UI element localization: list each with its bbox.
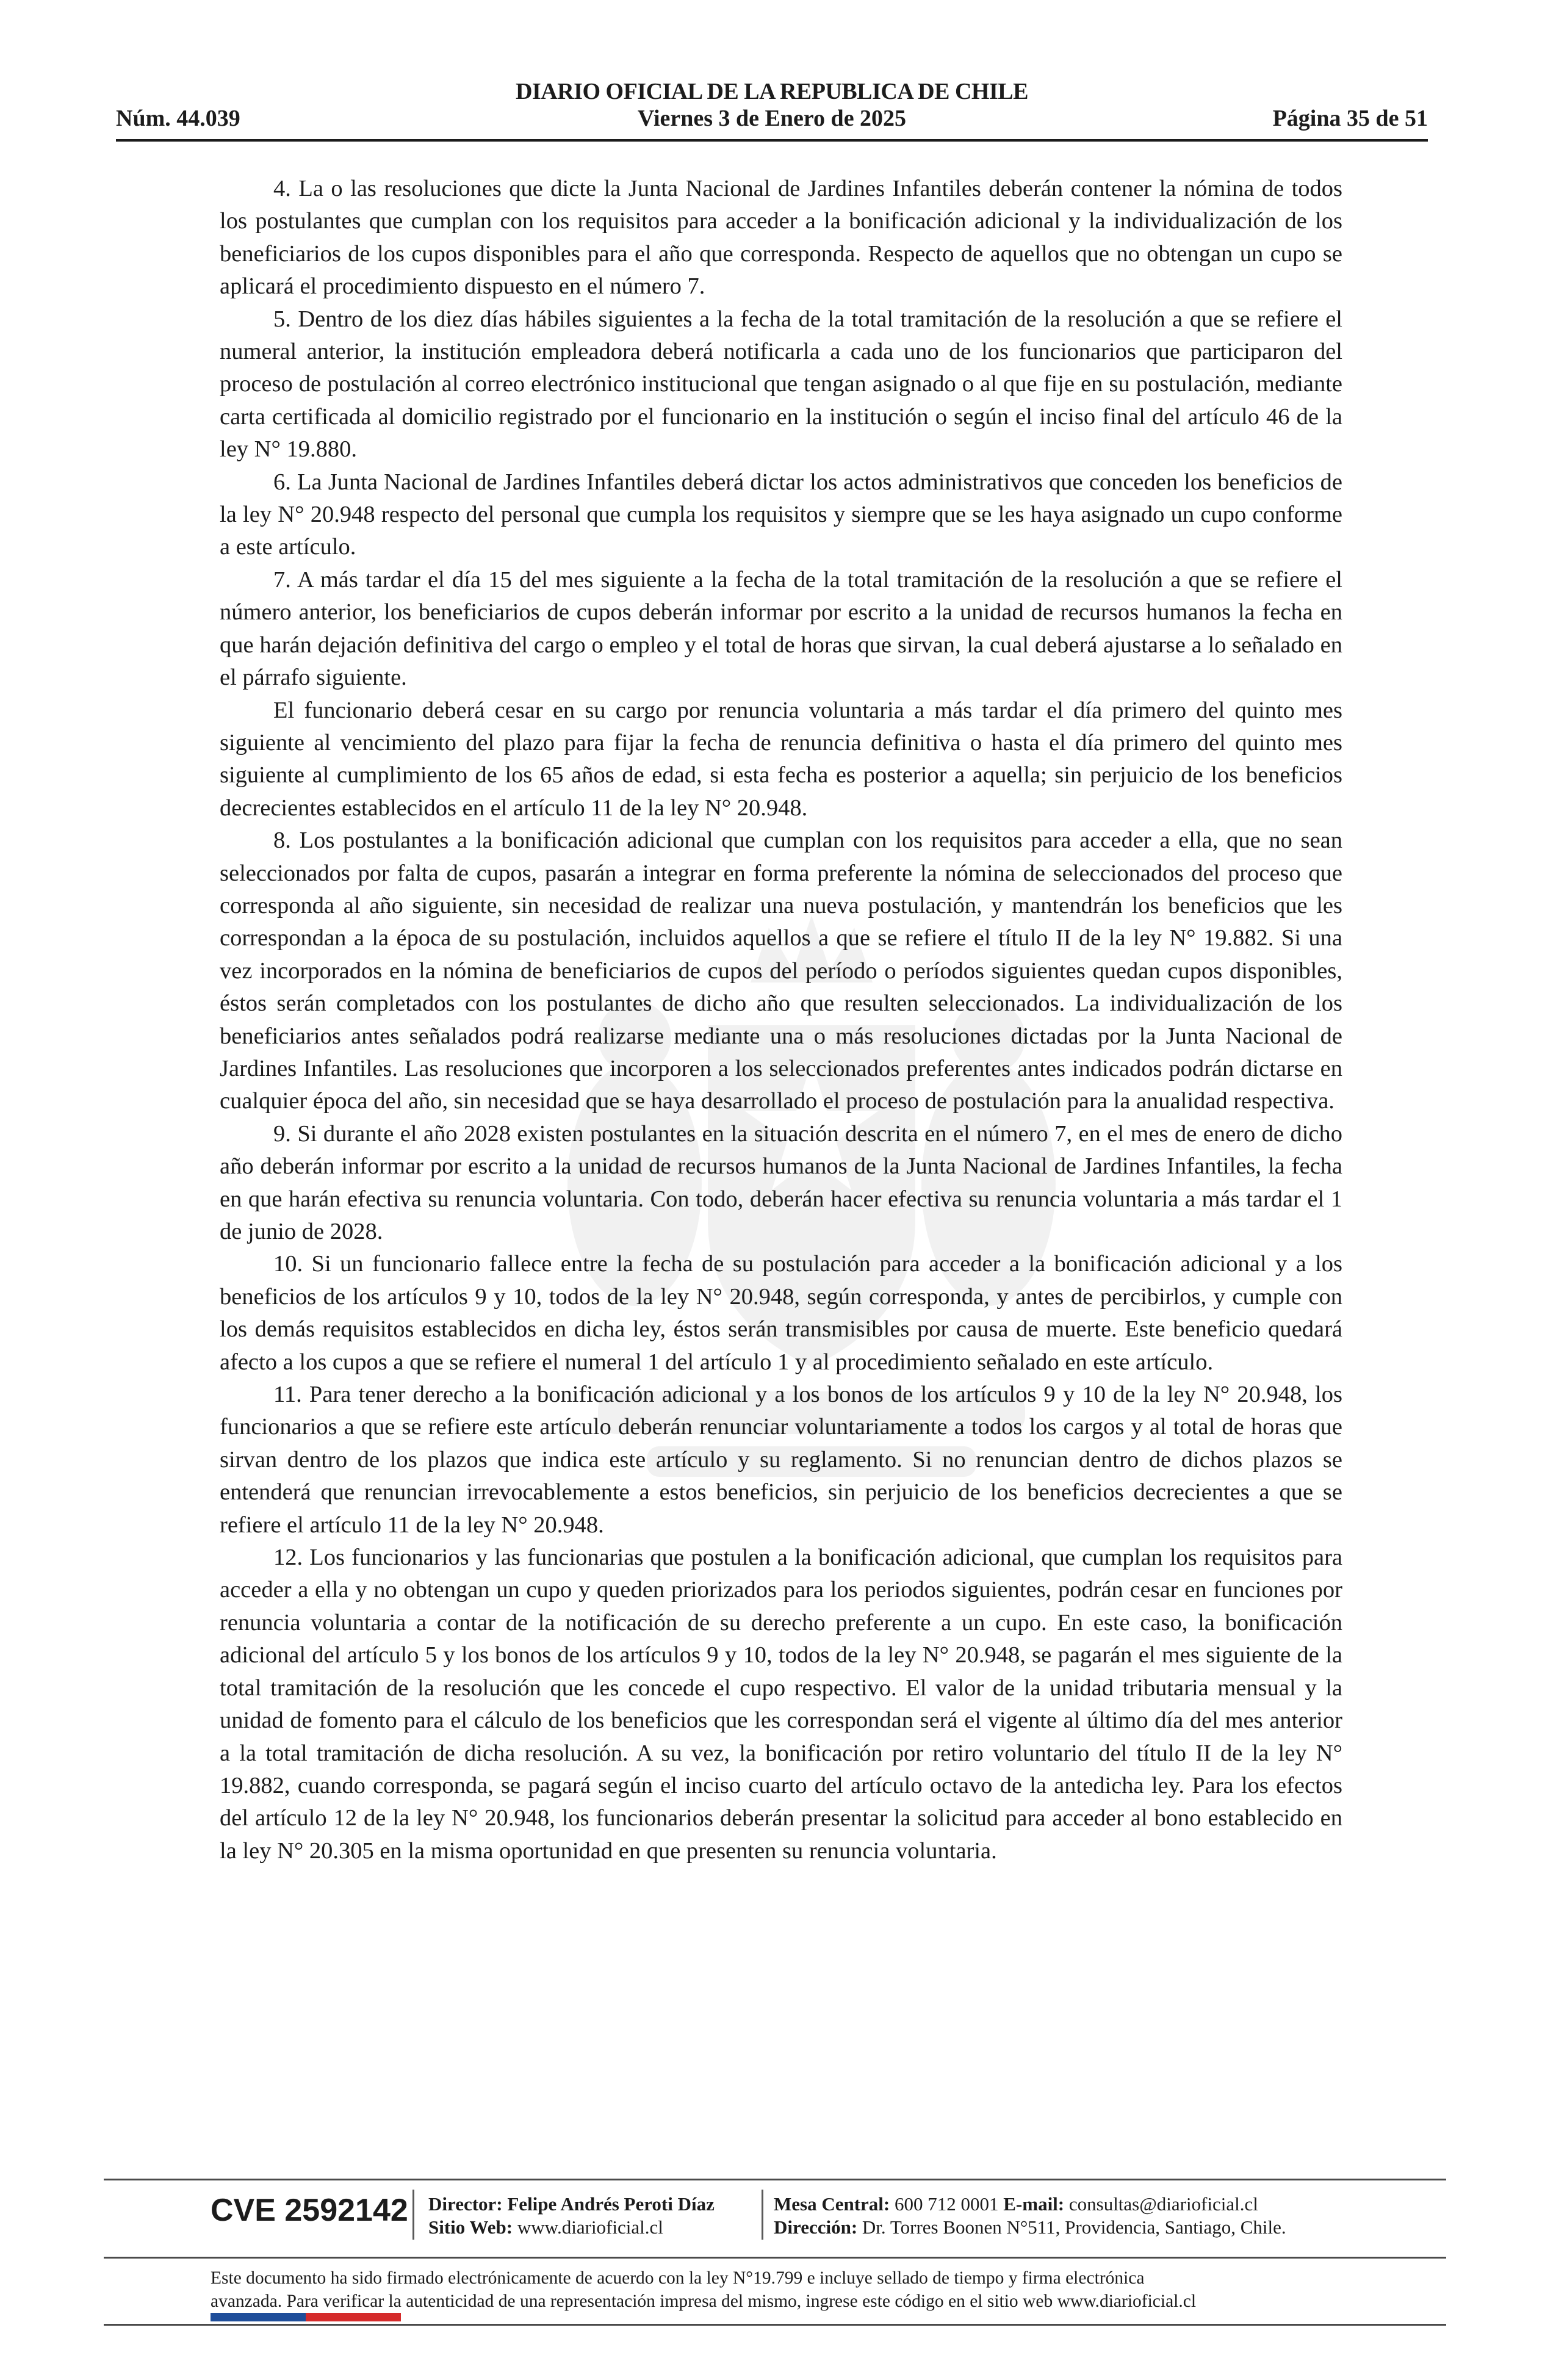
address-line [774, 2216, 1286, 2239]
paragraph-item-7: 7. A más tardar el día 15 del mes siguiente a la fecha de la total tramitación de la resolución a que se refiere el número anterior, los beneficiarios de cupos deberán informar por escrito a la unidad de recursos humanos la fecha en que harán dejación definitiva del cargo o empleo y el total de horas que sirvan, la cual deberá ajustarse a lo señalado en el párrafo siguiente. [220, 566, 1342, 691]
journal-title: DIARIO OFICIAL DE LA REPUBLICA DE CHILE [516, 79, 1028, 104]
flag-red-segment [306, 2313, 401, 2321]
address-label: Dirección: [774, 2216, 858, 2238]
contact-line [774, 2193, 1286, 2216]
director-line [428, 2193, 715, 2216]
paragraph-item-4: 4. La o las resoluciones que dicte la Junta Nacional de Jardines Infantiles deberán contener la nómina de todos los postulantes que cumplan con los requisitos para acceder a la bonificación adicional y la individualización de los beneficiarios de los cupos disponibles para el año que corresponda. Respecto de aquellos que no obtengan un cupo se aplicará el procedimiento dispuesto en el número 7. [220, 176, 1342, 300]
footer-divider-top [104, 2179, 1446, 2180]
footer-publisher-info [428, 2193, 715, 2239]
legal-notice-line: avanzada. Para verificar la autenticidad de una representación impresa del mismo, ingrese este código en el sitio web www.diarioficial.cl [211, 2292, 1197, 2311]
paragraph-item-7-continued: El funcionario deberá cesar en su cargo por renuncia voluntaria a más tardar el día primero del quinto mes siguiente al vencimiento del plazo para fijar la fecha de renuncia definitiva o hasta el día primero del quinto mes siguiente al cumplimiento de los 65 años de edad, si esta fecha es posterior a aquella; sin perjuicio de los beneficios decrecientes establecidos en el artículo 11 de la ley N° 20.948. [220, 697, 1342, 821]
footer-separator [412, 2190, 414, 2240]
page-header [116, 78, 1428, 144]
footer-divider-middle [104, 2257, 1446, 2259]
issue-date: Viernes 3 de Enero de 2025 [637, 106, 907, 131]
flag-blue-segment [211, 2313, 306, 2321]
director-label: Director: [428, 2193, 503, 2215]
phone-label: Mesa Central: [774, 2193, 890, 2215]
cve-code: CVE 2592142 [211, 2193, 408, 2228]
page-number: Página 35 de 51 [1272, 106, 1428, 131]
paragraph-item-8: 8. Los postulantes a la bonificación adicional que cumplan con los requisitos para acceder a ella, que no sean seleccionados por falta de cupos, pasarán a integrar en forma preferente la nómina de seleccionados del proceso que corresponda al año siguiente, sin necesidad de realizar una nueva postulación, y mantendrán los beneficios que les correspondan a la época de su postulación, incluidos aquellos a que se refiere el título II de la ley N° 19.882. Si una vez incorporados en la nómina de beneficiarios de cupos del período o períodos siguientes quedan cupos disponibles, éstos serán completados con los postulantes de dicho año que resulten seleccionados. La individualización de los beneficiarios antes señalados podrá realizarse mediante una o más resoluciones dictadas por la Junta Nacional de Jardines Infantiles. Las resoluciones que incorporen a los seleccionados preferentes antes indicados podrán dictarse en cualquier época del año, sin necesidad que se haya desarrollado el proceso de postulación para la anualidad respectiva. [220, 828, 1342, 1114]
footer-contact-info [774, 2193, 1286, 2239]
footer-separator [762, 2190, 763, 2240]
director-name: Felipe Andrés Peroti Díaz [507, 2193, 715, 2215]
paragraph-item-5: 5. Dentro de los diez días hábiles siguientes a la fecha de la total tramitación de la resolución a que se refiere el numeral anterior, la institución empleadora deberá notificarla a cada uno de los funcionarios que participaron del proceso de postulación al correo electrónico institucional que tengan asignado o al que fije en su postulación, mediante carta certificada al domicilio registrado por el funcionario en la institución o según el inciso final del artículo 46 de la ley N° 19.880. [220, 306, 1342, 463]
phone-value: 600 712 0001 [895, 2193, 999, 2215]
footer-divider-bottom [104, 2324, 1446, 2326]
paragraph-item-11: 11. Para tener derecho a la bonificación adicional y a los bonos de los artículos 9 y 10 de la ley N° 20.948, los funcionarios a que se refiere este artículo deberán renunciar voluntariamente a todos los cargos y al total de horas que sirvan dentro de los plazos que indica este artículo y su reglamento. Si no renuncian dentro de dichos plazos se entenderá que renuncian irrevocablemente a estos beneficios, sin perjuicio de los beneficios decrecientes a que se refiere el artículo 11 de la ley N° 20.948. [220, 1382, 1342, 1538]
site-label: Sitio Web: [428, 2216, 513, 2238]
paragraph-item-6: 6. La Junta Nacional de Jardines Infantiles deberá dictar los actos administrativos que conceden los beneficios de la ley N° 20.948 respecto del personal que cumpla los requisitos y siempre que se les haya asignado un cupo conforme a este artículo. [220, 469, 1342, 560]
legal-notice-line: Este documento ha sido firmado electrónicamente de acuerdo con la ley N°19.799 e incluye sellado de tiempo y firma electrónica [211, 2268, 1145, 2288]
header-divider [116, 139, 1428, 142]
paragraph-item-12: 12. Los funcionarios y las funcionarias que postulen a la bonificación adicional, que cumplan los requisitos para acceder a ella y no obtengan un cupo y queden priorizados para los periodos siguientes, podrán cesar en funciones por renuncia voluntaria a contar de la notificación de su derecho preferente a un cupo. En este caso, la bonificación adicional del artículo 5 y los bonos de los artículos 9 y 10, todos de la ley N° 20.948, se pagarán el mes siguiente de la total tramitación de la resolución que les concede el cupo respectivo. El valor de la unidad tributaria mensual y la unidad de fomento para el cálculo de los beneficios que les correspondan será el vigente al último día del mes anterior a la total tramitación de dicha resolución. A su vez, la bonificación por retiro voluntario del título II de la ley N° 19.882, cuando corresponda, se pagará según el inciso cuarto del artículo octavo de la antedicha ley. Para los efectos del artículo 12 de la ley N° 20.948, los funcionarios deberán presentar la solicitud para acceder al bono establecido en la ley N° 20.305 en la misma oportunidad en que presenten su renuncia voluntaria. [220, 1545, 1342, 1864]
paragraph-item-10: 10. Si un funcionario fallece entre la fecha de su postulación para acceder a la bonificación adicional y a los beneficios de los artículos 9 y 10, todos de la ley N° 20.948, según corresponda, y antes de percibirlos, y cumple con los demás requisitos establecidos en dicha ley, éstos serán transmisibles por causa de muerte. Este beneficio quedará afecto a los cupos a que se refiere el numeral 1 del artículo 1 y al procedimiento señalado en este artículo. [220, 1251, 1342, 1375]
address-value: Dr. Torres Boonen N°511, Providencia, Santiago, Chile. [862, 2216, 1286, 2238]
paragraph-item-9: 9. Si durante el año 2028 existen postulantes en la situación descrita en el número 7, en el mes de enero de dicho año deberán informar por escrito a la unidad de recursos humanos de la Junta Nacional de Jardines Infantiles, la fecha en que harán efectiva su renuncia voluntaria. Con todo, deberán hacer efectiva su renuncia voluntaria a más tardar el 1 de junio de 2028. [220, 1120, 1342, 1244]
email-link[interactable]: consultas@diarioficial.cl [1068, 2193, 1258, 2215]
document-body [220, 173, 1342, 1867]
issue-number: Núm. 44.039 [116, 106, 240, 131]
site-line [428, 2216, 715, 2239]
flag-color-bar [211, 2313, 401, 2321]
legal-notice [211, 2266, 1370, 2313]
site-link[interactable]: www.diarioficial.cl [517, 2216, 663, 2238]
email-label: E-mail: [1003, 2193, 1065, 2215]
